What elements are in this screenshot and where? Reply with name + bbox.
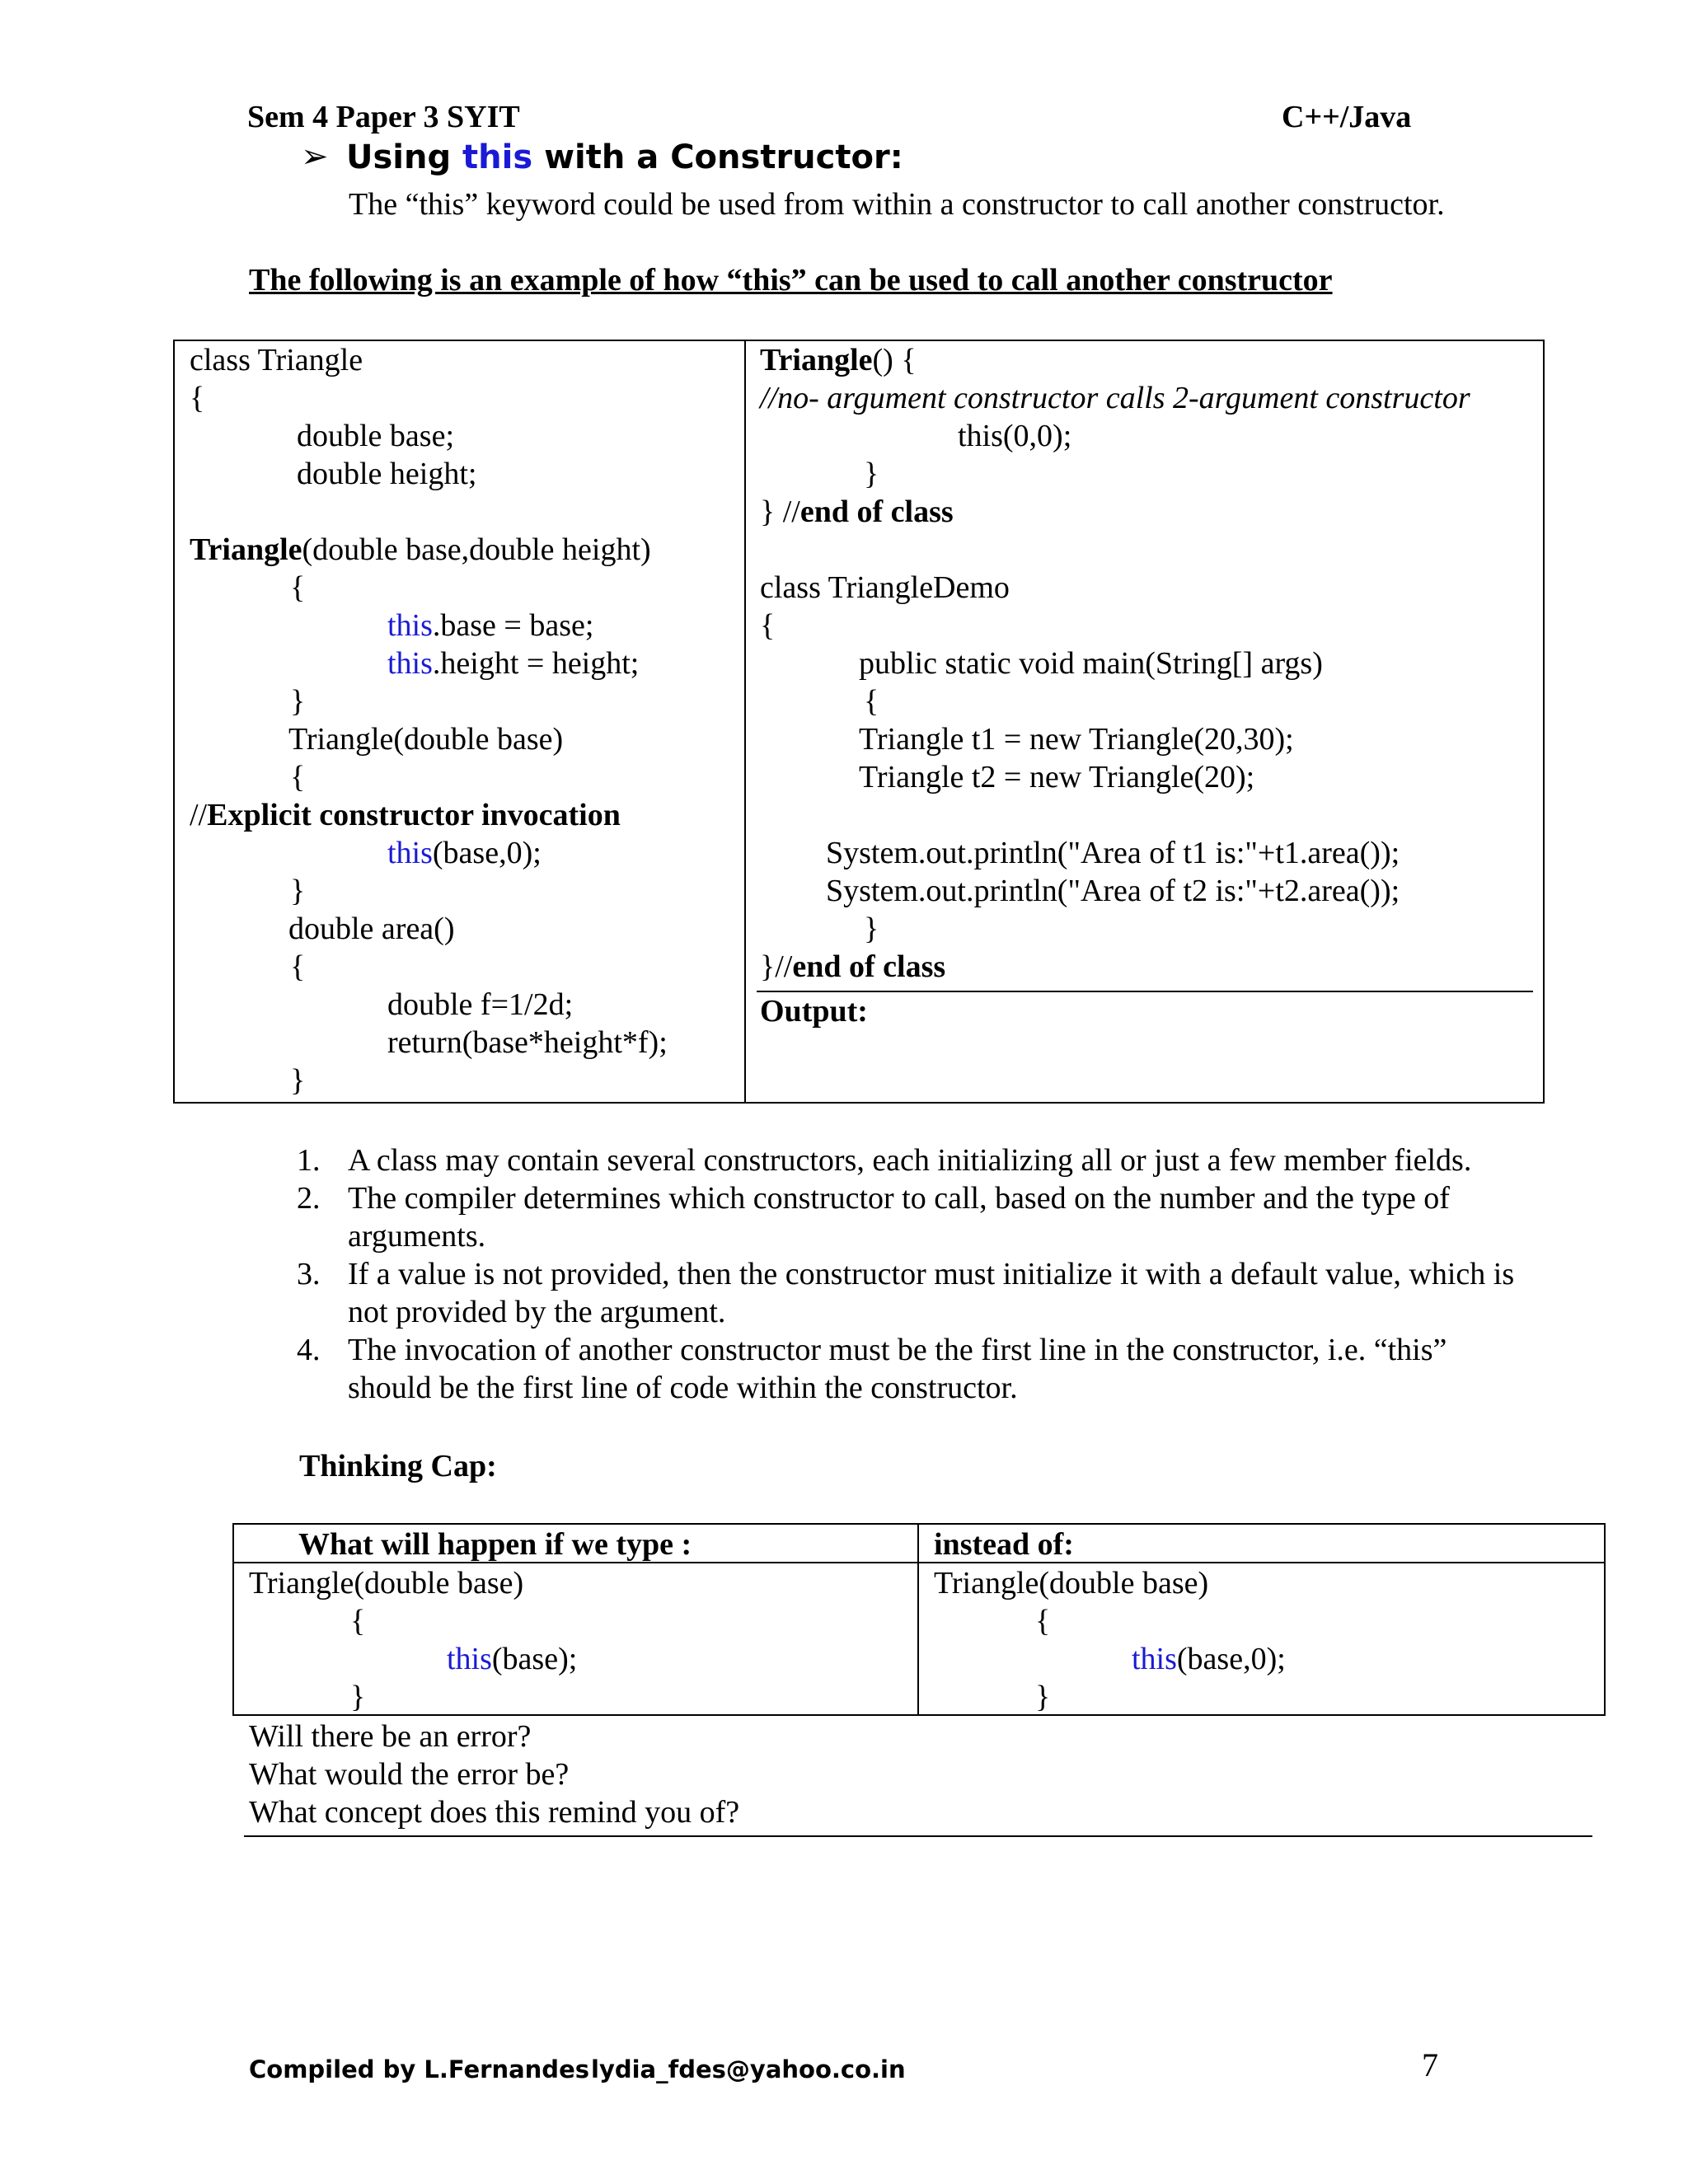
intro-text: The “this” keyword could be used from within a constructor to call another constructor.	[349, 187, 1445, 222]
code-keyword-this: this	[387, 646, 433, 681]
code-line: }	[290, 1063, 306, 1098]
code-keyword-this: this	[447, 1642, 492, 1676]
heading-text-post: with a Constructor:	[532, 138, 903, 176]
code-line: {	[760, 608, 776, 643]
code-line: }	[864, 457, 879, 491]
code-token: (base);	[491, 1642, 578, 1676]
thinking-code-line: }	[1035, 1680, 1051, 1714]
code-token: () {	[872, 343, 917, 377]
code-line	[760, 493, 954, 531]
footer-credit: Compiled by L.Fernandes	[249, 2055, 589, 2083]
code-line: double f=1/2d;	[387, 987, 574, 1022]
code-comment-bold: end of class	[792, 949, 946, 984]
point-number: 2.	[297, 1181, 321, 1216]
code-line	[760, 341, 917, 379]
output-divider	[757, 991, 1533, 992]
code-token: } //	[760, 494, 800, 529]
code-keyword-this: this	[387, 836, 433, 870]
thinking-table-divider	[917, 1523, 919, 1716]
code-line: double height;	[297, 457, 477, 491]
code-token: (base,0);	[1176, 1642, 1286, 1676]
point-number: 3.	[297, 1257, 321, 1291]
code-line: }	[864, 912, 879, 946]
code-line: Triangle t2 = new Triangle(20);	[859, 760, 1255, 794]
example-heading: The following is an example of how “this” can be used to call another constructor	[249, 263, 1333, 298]
thinking-bottom-rule	[244, 1835, 1592, 1837]
code-token: (base,0);	[432, 836, 542, 870]
point-text: arguments.	[348, 1219, 486, 1254]
code-keyword-this: this	[1132, 1642, 1177, 1676]
code-line: this(0,0);	[958, 419, 1072, 453]
code-table-divider	[744, 340, 746, 1104]
code-token-bold: Triangle	[190, 532, 302, 567]
header-right: C++/Java	[1282, 100, 1412, 134]
heading-text-pre: Using	[346, 138, 463, 176]
output-label: Output:	[760, 994, 868, 1029]
point-text: not provided by the argument.	[348, 1295, 726, 1329]
thinking-col2-header: instead of:	[934, 1527, 1074, 1562]
point-text: The invocation of another constructor must be the first line in the constructor, i.e. “this”	[348, 1333, 1447, 1367]
code-comment-bold: end of class	[799, 494, 954, 529]
thinking-code-line: {	[1035, 1604, 1051, 1638]
thinking-question: What concept does this remind you of?	[249, 1795, 740, 1830]
point-number: 1.	[297, 1143, 321, 1178]
heading-keyword: this	[462, 138, 533, 176]
code-line: System.out.println("Area of t1 is:"+t1.area());	[826, 836, 1400, 870]
code-token-bold: Triangle	[760, 343, 873, 377]
code-line: double base;	[297, 419, 455, 453]
point-number: 4.	[297, 1333, 321, 1367]
code-token: .base = base;	[432, 608, 594, 643]
thinking-code-line	[447, 1640, 577, 1678]
code-comment: //no- argument constructor calls 2-argument constructor	[760, 381, 1470, 415]
code-line	[387, 644, 639, 682]
code-line: Triangle(double base)	[288, 722, 564, 757]
thinking-question: Will there be an error?	[249, 1719, 532, 1754]
code-keyword-this: this	[387, 608, 433, 643]
code-line	[190, 531, 651, 569]
code-line: }	[290, 684, 306, 719]
header-left: Sem 4 Paper 3 SYIT	[247, 100, 520, 134]
thinking-code-line	[1132, 1640, 1286, 1678]
thinking-col1-header: What will happen if we type :	[298, 1527, 692, 1562]
code-line	[387, 834, 542, 872]
code-token: //	[190, 798, 208, 832]
code-line: System.out.println("Area of t2 is:"+t2.area());	[826, 874, 1400, 908]
bullet-arrow-icon: ➢	[301, 138, 329, 175]
code-line: return(base*height*f);	[387, 1025, 668, 1060]
thinking-code-line: Triangle(double base)	[249, 1566, 524, 1601]
thinking-question: What would the error be?	[249, 1757, 570, 1792]
code-line: {	[290, 760, 306, 794]
code-line: {	[290, 570, 306, 605]
code-line	[760, 948, 945, 986]
code-line	[190, 796, 621, 834]
code-line: {	[290, 949, 306, 984]
code-line: class TriangleDemo	[760, 570, 1010, 605]
point-text: A class may contain several constructors, each initializing all or just a few member fields.	[348, 1143, 1472, 1178]
code-line: double area()	[288, 912, 455, 946]
code-token: (double base,double height)	[302, 532, 651, 567]
code-line: }	[290, 874, 306, 908]
thinking-code-line: }	[350, 1680, 366, 1714]
section-heading	[346, 138, 903, 176]
code-token: .height = height;	[432, 646, 640, 681]
code-line: Triangle t1 = new Triangle(20,30);	[859, 722, 1294, 757]
code-line: class Triangle	[190, 343, 363, 377]
page-number: 7	[1422, 2046, 1438, 2083]
point-text: The compiler determines which constructor to call, based on the number and the type of	[348, 1181, 1450, 1216]
code-line	[387, 607, 593, 644]
code-line: public static void main(String[] args)	[859, 646, 1323, 681]
footer-email: lydia_fdes@yahoo.co.in	[591, 2055, 906, 2083]
thinking-code-line: Triangle(double base)	[934, 1566, 1209, 1601]
thinking-code-line: {	[350, 1604, 366, 1638]
code-token: }//	[760, 949, 793, 984]
thinking-cap-title: Thinking Cap:	[299, 1449, 497, 1483]
point-text: If a value is not provided, then the constructor must initialize it with a default value, which is	[348, 1257, 1515, 1291]
code-line: {	[190, 381, 205, 415]
code-comment-bold: Explicit constructor invocation	[207, 798, 621, 832]
point-text: should be the first line of code within the constructor.	[348, 1371, 1018, 1405]
code-line: {	[864, 684, 879, 719]
